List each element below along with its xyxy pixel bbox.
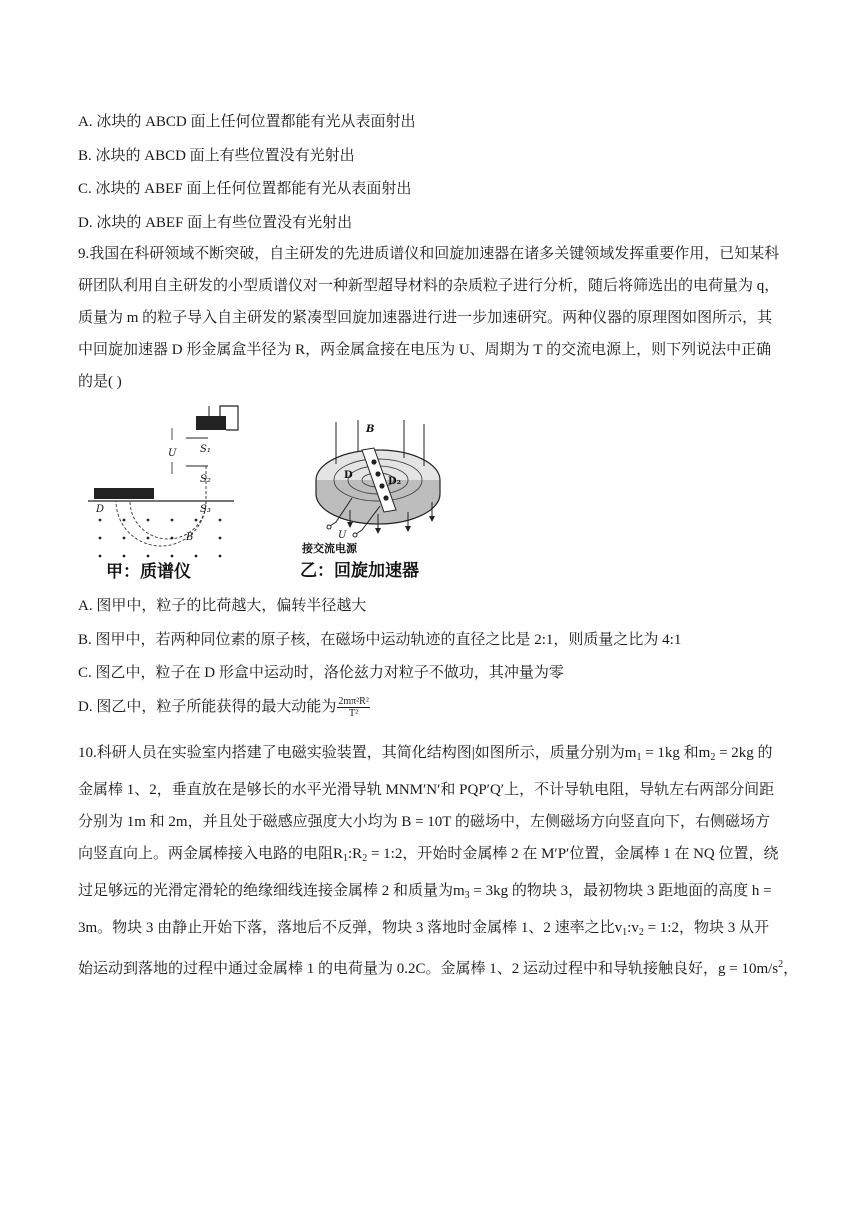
subscript: 3: [464, 890, 470, 901]
dee-d1-label: D: [344, 470, 353, 481]
figure-caption-cyclotron: 乙：回旋加速器: [300, 561, 419, 581]
ion-source-block: [196, 416, 226, 430]
q10-text: = 2kg 的: [715, 745, 773, 761]
max-kinetic-energy-fraction: [337, 696, 370, 719]
slit-s3-label: S₃: [200, 504, 211, 515]
q10-text: 向竖直向上。两金属棒接入电路的电阻R: [78, 846, 344, 862]
q10-stem: [78, 737, 799, 985]
q9-stem-line: 研团队利用自主研发的小型质谱仪对一种新型超导材料的杂质粒子进行分析，随后将筛选出的电荷量为 q，: [78, 278, 780, 294]
terminal: [353, 533, 357, 537]
q9-stem-line: 9.我国在科研领域不断突破，自主研发的先进质谱仪和回旋加速器在诸多关键领域发挥重要作用，已知某科: [78, 246, 780, 262]
subscript: 2: [362, 853, 368, 864]
fraction-numerator: 2mπ²R²: [338, 696, 369, 708]
voltage-label: U: [168, 448, 177, 459]
power-supply-label: 接交流电源: [302, 542, 357, 555]
q10-text: = 1:2，开始时金属棒 2 在 M′P′位置，金属棒 1 在 NQ 位置，绕: [367, 846, 779, 862]
q10-text: 过足够远的光滑定滑轮的绝缘细线连接金属棒 2 和质量为m: [78, 883, 465, 899]
q9-stem-line: 中回旋加速器 D 形金属盒半径为 R，两金属盒接在电压为 U、周期为 T 的交流电源上，则下列说法中正确: [78, 342, 772, 358]
dee-d2-label: D₂: [388, 476, 402, 487]
subscript: 1: [622, 927, 628, 938]
q9-option-a: A. 图甲中，粒子的比荷越大，偏转半径越大: [78, 598, 367, 614]
q8-option-a: A. 冰块的 ABCD 面上任何位置都能有光从表面射出: [78, 114, 416, 130]
q10-line-7: [78, 949, 799, 985]
figure-caption-mass-spectrometer: 甲：质谱仪: [106, 562, 191, 582]
q10-text: :v: [627, 920, 639, 936]
q9-option-c: C. 图乙中，粒子在 D 形盒中运动时，洛伦兹力对粒子不做功，其冲量为零: [78, 665, 564, 681]
q10-text: 3m。物块 3 由静止开始下落，落地后不反弹，物块 3 落地时金属棒 1、2 速率之比v: [78, 920, 623, 936]
fraction-denominator: T²: [349, 708, 359, 720]
q10-line-6: [78, 912, 786, 949]
q10-line-4: [78, 838, 786, 875]
q10-line-1: [78, 737, 786, 774]
q8-option-d: D. 冰块的 ABEF 面上有些位置没有光射出: [78, 215, 353, 231]
superscript: 2: [778, 959, 784, 970]
q10-line-5: [78, 875, 786, 912]
subscript: 1: [636, 752, 642, 763]
mass-spectrometer-figure: [88, 400, 248, 582]
field-b-label: B: [186, 532, 194, 543]
supply-voltage-label: U: [338, 530, 347, 541]
q10-text: = 1:2，物块 3 从开: [643, 920, 769, 936]
field-b-label: B: [366, 424, 375, 435]
cyclotron-figure: [300, 418, 460, 582]
q9-stem: [78, 238, 786, 398]
q10-line-3: 分别为 1m 和 2m，并且处于磁感应强度大小均为 B = 10T 的磁场中，左侧磁场方向竖直向下，右侧磁场方: [78, 814, 770, 830]
q10-text: 始运动到落地的过程中通过金属棒 1 的电荷量为 0.2C。金属棒 1、2 运动过程中和导轨接触良好，g = 10m/s: [78, 961, 779, 977]
q10-line-2: 金属棒 1、2，垂直放在是够长的水平光滑导轨 MNM′N′和 PQP′Q′上，不计导轨电阻，导轨左右两部分间距: [78, 782, 775, 798]
photographic-plate: [94, 488, 154, 499]
q10-text: :R: [348, 846, 363, 862]
q9-option-d-text: D. 图乙中，粒子所能获得的最大动能为: [78, 699, 337, 715]
subscript: 2: [638, 927, 644, 938]
q9-option-b: B. 图甲中，若两种同位素的原子核，在磁场中运动轨迹的直径之比是 2:1，则质量之比为 4:1: [78, 632, 682, 648]
q9-stem-line: 的是( ): [78, 374, 122, 390]
terminal: [327, 525, 331, 529]
q10-text: = 3kg 的物块 3，最初物块 3 距地面的高度 h =: [469, 883, 772, 899]
q10-text: = 1kg 和m: [641, 745, 711, 761]
detector-d-label: D: [96, 504, 105, 515]
q10-text: 10.科研人员在实验室内搭建了电磁实验装置，其简化结构图|如图所示，质量分别为m: [78, 745, 637, 761]
q9-stem-line: 质量为 m 的粒子导入自主研发的紧凑型回旋加速器进行进一步加速研究。两种仪器的原理图如图所示，其: [78, 310, 773, 326]
subscript: 2: [710, 752, 716, 763]
slit-s2-label: S₂: [200, 474, 211, 485]
q8-option-b: B. 冰块的 ABCD 面上有些位置没有光射出: [78, 148, 355, 164]
subscript: 1: [343, 853, 349, 864]
q10-text: ，: [783, 961, 799, 977]
q9-option-d: [78, 696, 370, 719]
slit-s1-label: S₁: [200, 444, 211, 455]
q8-option-c: C. 冰块的 ABEF 面上任何位置都能有光从表面射出: [78, 181, 412, 197]
